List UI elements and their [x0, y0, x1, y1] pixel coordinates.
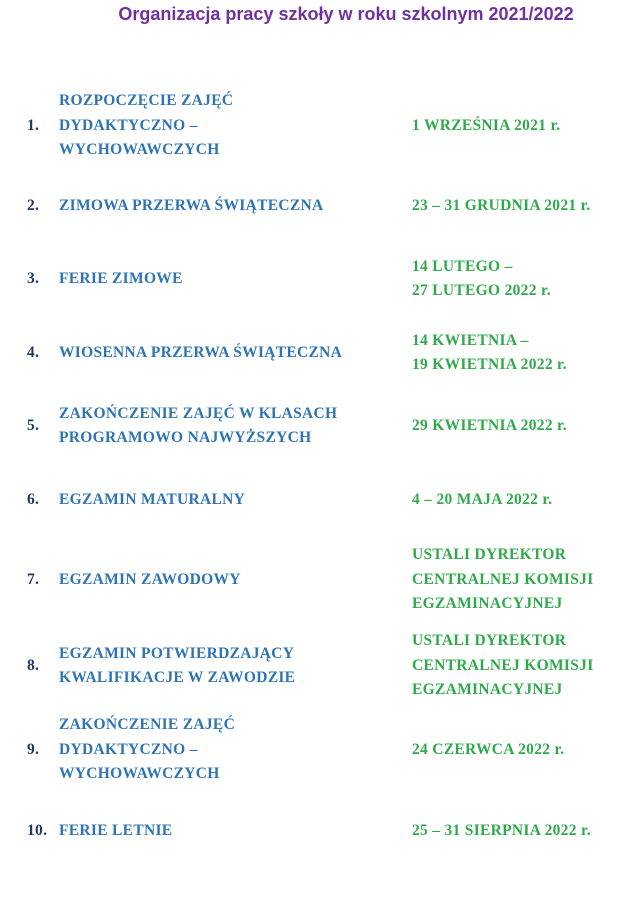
- event-date: 25 – 31 SIERPNIA 2022 r.: [412, 821, 591, 839]
- event-date: USTALI DYREKTOR CENTRALNEJ KOMISJI EGZAMINACYJNEJ: [412, 546, 594, 613]
- page-title: Organizacja pracy szkoły w roku szkolnym 2021/2022: [118, 4, 574, 24]
- row-number: 9.: [27, 740, 40, 758]
- row-number: 1.: [27, 116, 40, 134]
- event-date: 14 LUTEGO – 27 LUTEGO 2022 r.: [412, 257, 551, 299]
- event-name: WIOSENNA PRZERWA ŚWIĄTECZNA: [59, 343, 343, 361]
- row-number: 4.: [27, 343, 40, 361]
- event-date: 29 KWIETNIA 2022 r.: [412, 416, 567, 434]
- row-number: 2.: [27, 196, 40, 214]
- event-name: EGZAMIN MATURALNY: [59, 490, 246, 508]
- event-date: 23 – 31 GRUDNIA 2021 r.: [412, 196, 591, 214]
- event-name: ZAKOŃCZENIE ZAJĘĆ W KLASACH PROGRAMOWO NAJWYŻSZYCH: [59, 404, 338, 446]
- row-number: 7.: [27, 570, 40, 588]
- event-date: 1 WRZEŚNIA 2021 r.: [412, 116, 561, 134]
- event-name: EGZAMIN ZAWODOWY: [59, 570, 241, 588]
- row-number: 5.: [27, 416, 40, 434]
- event-name: ZIMOWA PRZERWA ŚWIĄTECZNA: [59, 196, 324, 214]
- event-name: FERIE LETNIE: [59, 821, 173, 839]
- row-number: 3.: [27, 269, 40, 287]
- event-name: EGZAMIN POTWIERDZAJĄCY KWALIFIKACJE W ZAWODZIE: [59, 644, 296, 686]
- event-name: FERIE ZIMOWE: [59, 269, 183, 287]
- row-number: 10.: [27, 821, 48, 839]
- event-name: ROZPOCZĘCIE ZAJĘĆ DYDAKTYCZNO – WYCHOWAWCZYCH: [59, 92, 234, 159]
- event-date: 24 CZERWCA 2022 r.: [412, 740, 565, 758]
- event-date: 14 KWIETNIA – 19 KWIETNIA 2022 r.: [412, 331, 567, 373]
- event-date: 4 – 20 MAJA 2022 r.: [412, 490, 553, 508]
- row-number: 8.: [27, 656, 40, 674]
- event-name: ZAKOŃCZENIE ZAJĘĆ DYDAKTYCZNO – WYCHOWAWCZYCH: [59, 716, 236, 783]
- row-number: 6.: [27, 490, 40, 508]
- event-date: USTALI DYREKTOR CENTRALNEJ KOMISJI EGZAMINACYJNEJ: [412, 632, 594, 699]
